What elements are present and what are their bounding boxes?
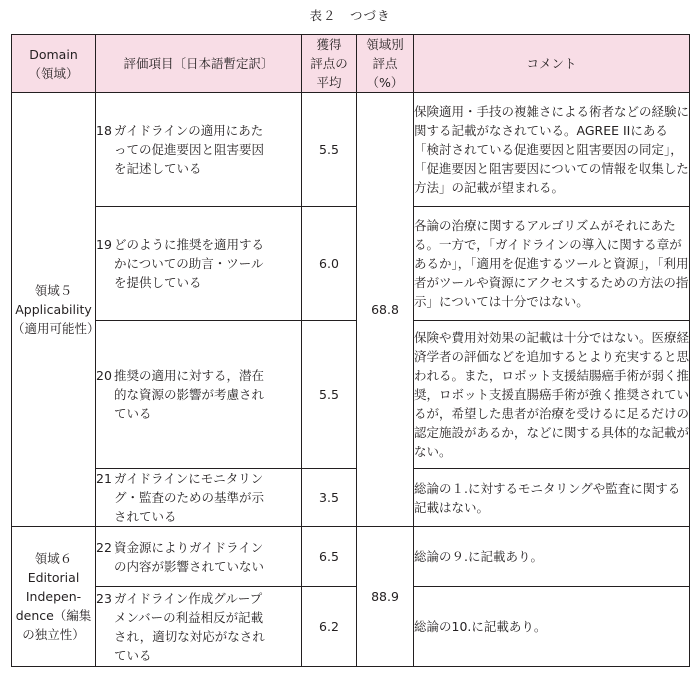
score-cell: 6.0 (302, 207, 357, 321)
item-text: どのように推奨を適用するかについての助言・ツールを提供している (114, 237, 265, 290)
score-cell: 5.5 (302, 321, 357, 469)
item-cell (96, 527, 302, 587)
comment-cell: 保険や費用対効果の記載は十分ではない。医療経済学者の評価などを追加するとより充実すると思われる。また，ロボット支援結腸癌手術が弱く推奨，ロボット支援直腸癌手術が強く推奨されているが，希望した患者が治療を受けるに足るだけの認定施設があるか，などに関する具体的な記載がない。 (414, 321, 690, 469)
header-area-score: 領域別 評点 （%） (357, 35, 414, 93)
area-score-cell-6: 88.9 (357, 527, 414, 667)
table-row (12, 587, 690, 667)
item-number: 19 (96, 237, 112, 252)
table-caption: 表２ つづき (309, 8, 391, 23)
score-cell: 5.5 (302, 93, 357, 207)
domain-cell-6: 領域６ Editorial Indepen- dence（編集 の独立性） (12, 527, 96, 667)
score-cell: 6.5 (302, 527, 357, 587)
comment-cell: 各論の治療に関するアルゴリズムがそれにあたる。一方で，「ガイドラインの導入に関する章があるか」，「適用を促進するツールと資源」，「利用者がツールや資源にアクセスするための方法の指示」については十分ではない。 (414, 207, 690, 321)
item-cell (96, 93, 302, 207)
item-text: 資金源によりガイドラインの内容が影響されていない (114, 539, 265, 574)
item-cell (96, 587, 302, 667)
item-number: 21 (96, 471, 112, 486)
table-row (12, 207, 690, 321)
area-score-cell-5: 68.8 (357, 93, 414, 527)
table-row (12, 469, 690, 527)
item-cell (96, 207, 302, 321)
comment-cell: 総論の９.に記載あり。 (414, 527, 690, 587)
item-number: 18 (96, 123, 112, 138)
comment-cell: 保険適用・手技の複雑さによる術者などの経験に関する記載がなされている。AGREE IIにある「検討されている促進要因と阻害要因の同定」，「促進要因と阻害要因についての情報を収集した方法」の記載が望まれる。 (414, 93, 690, 207)
item-cell (96, 321, 302, 469)
comment-cell: 総論の10.に記載あり。 (414, 587, 690, 667)
item-text: ガイドラインの適用にあたっての促進要因と阻害要因を記述している (114, 123, 265, 176)
item-text: 推奨の適用に対する，潜在的な資源の影響が考慮されている (114, 368, 265, 421)
table-row (12, 93, 690, 207)
domain-cell-5: 領域５ Applicability （適用可能性） (12, 93, 96, 527)
score-cell: 3.5 (302, 469, 357, 527)
item-text: ガイドライン作成グループメンバーの利益相反が記載され，適切な対応がなされている (114, 590, 265, 663)
header-comment: コメント (414, 35, 690, 93)
item-number: 23 (96, 590, 112, 606)
table-row (12, 527, 690, 587)
item-number: 20 (96, 368, 112, 383)
header-score: 獲得 評点の 平均 (302, 35, 357, 93)
header-domain: Domain （領域） (12, 35, 96, 93)
table-row (12, 321, 690, 469)
item-text: ガイドラインにモニタリング・監査のための基準が示されている (114, 471, 265, 524)
item-number: 22 (96, 539, 112, 555)
table-header-row (12, 35, 690, 93)
agree-evaluation-table (11, 34, 690, 667)
score-cell: 6.2 (302, 587, 357, 667)
item-cell (96, 469, 302, 527)
comment-cell: 総論の１.に対するモニタリングや監査に関する記載はない。 (414, 469, 690, 527)
header-item: 評価項目〔日本語暫定訳〕 (96, 35, 302, 93)
